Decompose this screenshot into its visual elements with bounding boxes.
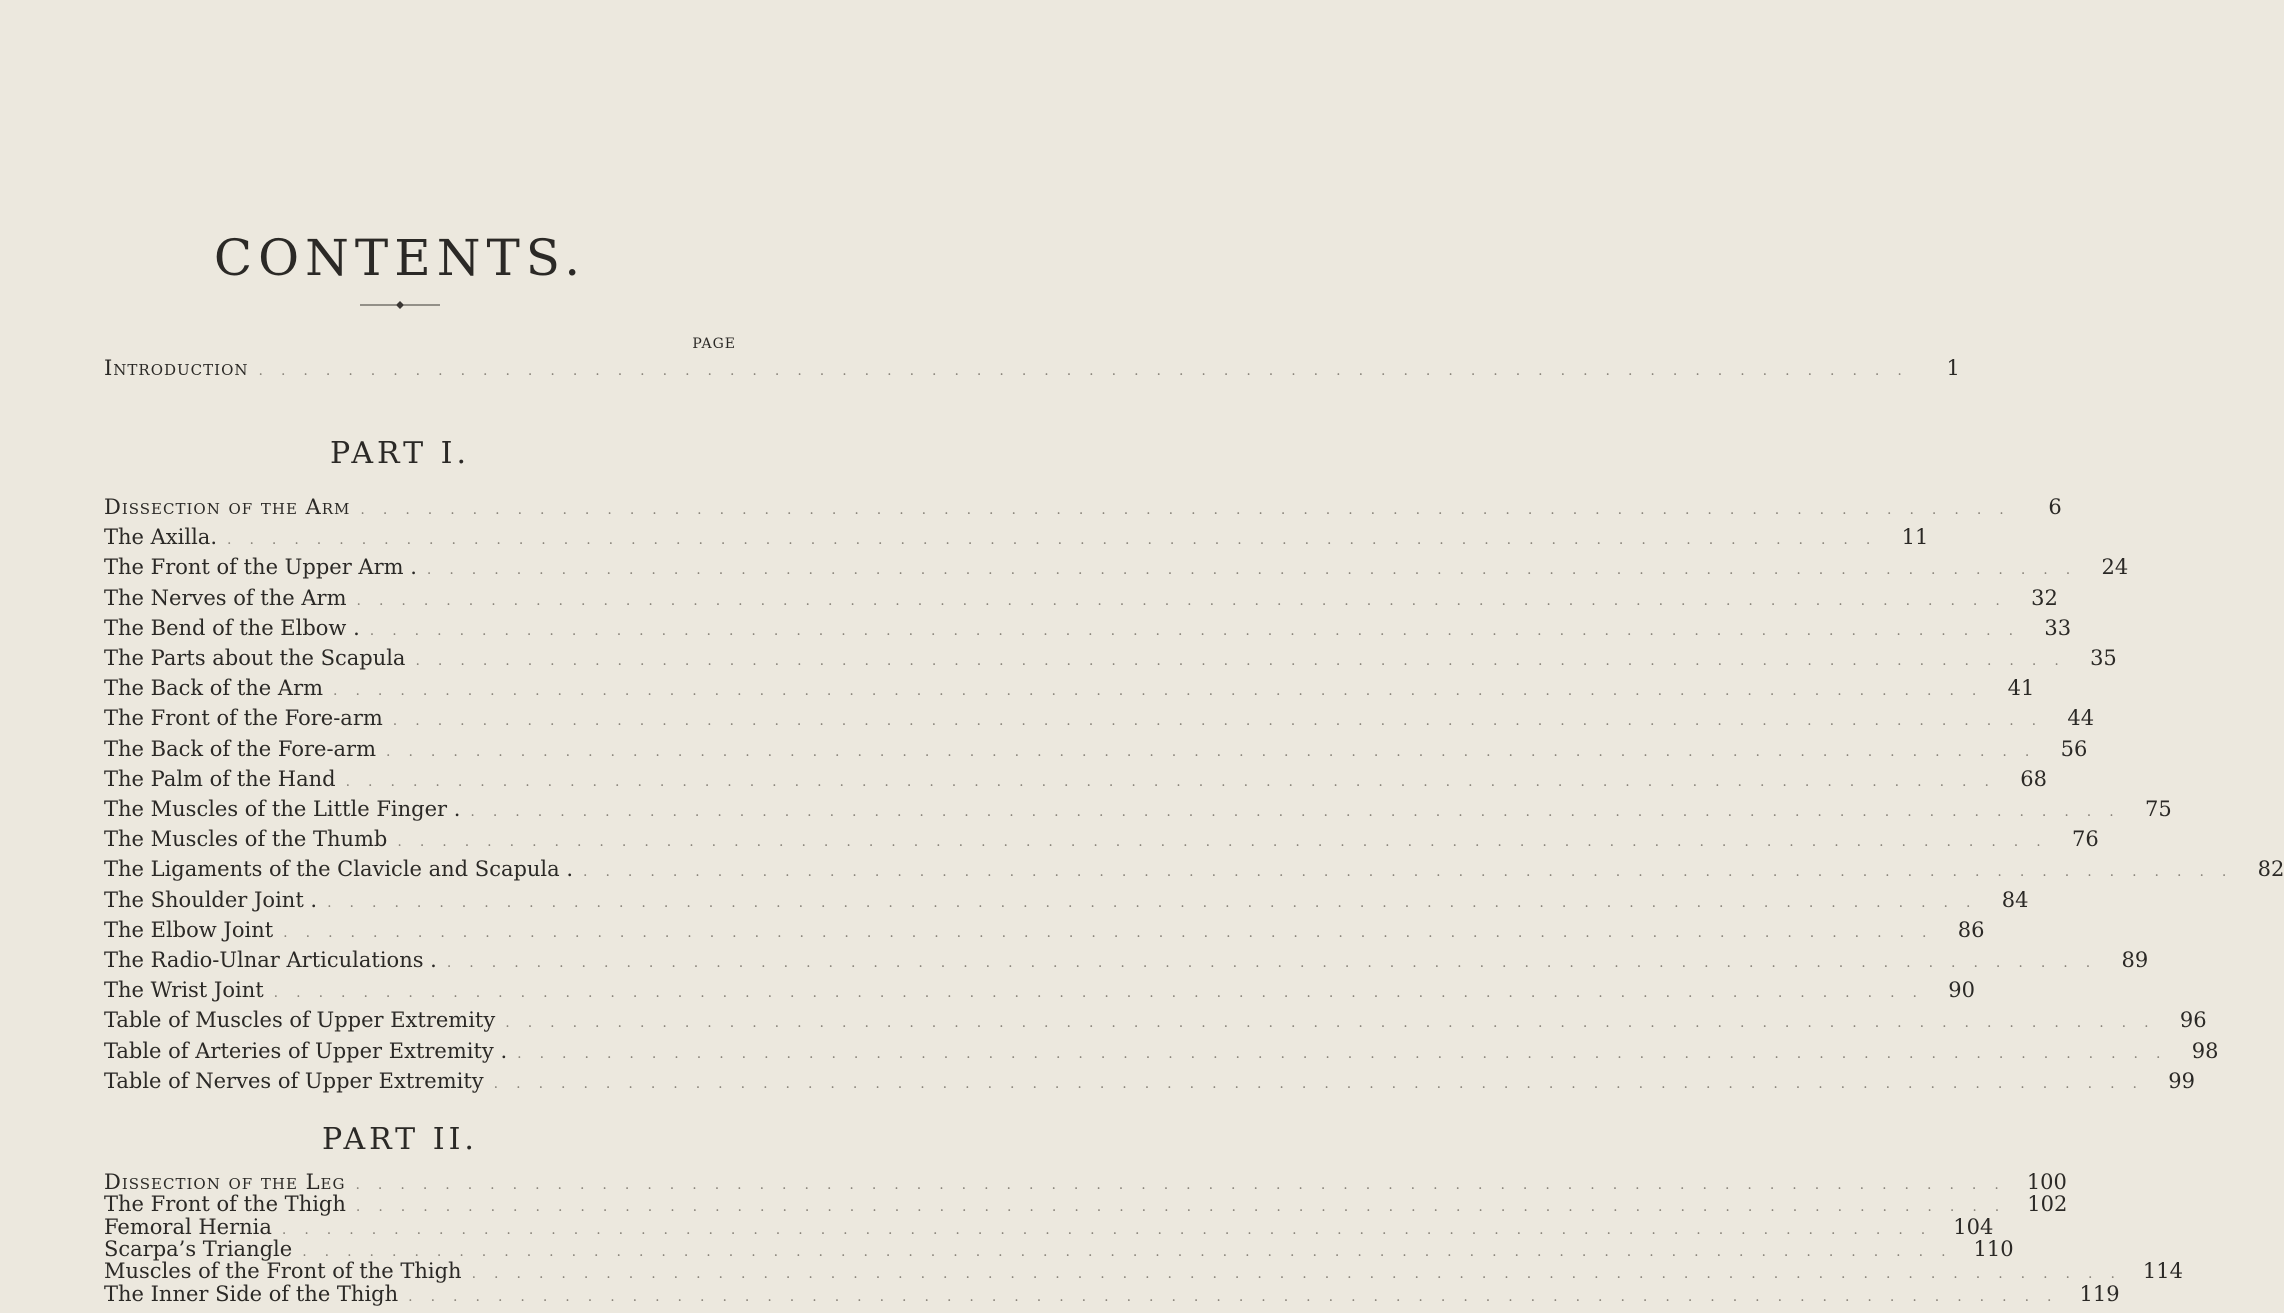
toc-entry	[104, 612, 2072, 644]
toc-entry	[104, 853, 2284, 885]
entry-page: 44	[2067, 706, 2095, 731]
toc-entry	[104, 642, 2117, 674]
leader-dots: ..........................................................................	[273, 985, 1935, 1002]
leader-dots: ..........................................................................	[505, 1015, 2167, 1032]
contents-title: CONTENTS.	[213, 229, 587, 287]
leader-dots: ..........................................................................	[355, 1177, 2017, 1193]
entry-label: The Ligaments of the Clavicle and Scapula .	[104, 857, 574, 882]
toc-entry	[104, 884, 2029, 916]
toc-entry	[104, 914, 1985, 946]
leader-dots: ..........................................................................	[355, 1199, 2018, 1216]
leader-dots: ..........................................................................	[517, 1045, 2179, 1062]
leader-dots: ..........................................................................	[470, 804, 2132, 820]
leader-dots: ..........................................................................	[446, 955, 2109, 971]
toc-entry	[104, 733, 2088, 765]
toc-entry	[104, 944, 2149, 976]
entry-label: The Front of the Upper Arm .	[104, 555, 417, 580]
entry-page: 24	[2101, 555, 2129, 580]
leader-dots: ..........................................................................	[333, 683, 1995, 700]
entry-page: 98	[2191, 1038, 2219, 1063]
entry-page: 96	[2179, 1008, 2207, 1033]
entry-label: The Back of the Arm	[104, 676, 324, 701]
entry-page: 82	[2257, 857, 2284, 882]
entry-page: 89	[2121, 948, 2149, 972]
leader-dots: ..........................................................................	[471, 1266, 2133, 1283]
entry-label: Table of Nerves of Upper Extremity	[104, 1068, 484, 1093]
entry-label: Table of Arteries of Upper Extremity .	[104, 1038, 508, 1063]
toc-entry	[104, 1065, 2195, 1097]
entry-page: 99	[2168, 1068, 2195, 1093]
entry-page: 110	[1973, 1236, 2014, 1261]
toc-entry	[104, 551, 2129, 583]
toc-entry	[104, 582, 2058, 614]
entry-page: 6	[2048, 495, 2062, 519]
entry-label: The Nerves of the Arm	[104, 585, 347, 610]
toc-entry	[104, 974, 1975, 1006]
page-column-heading: PAGE	[692, 336, 736, 352]
leader-dots: ..........................................................................	[392, 713, 2055, 730]
part-one-heading: PART I.	[329, 436, 471, 471]
entry-page: 76	[2071, 827, 2099, 852]
entry-page: 84	[2001, 887, 2029, 912]
entry-page: 90	[1948, 978, 1975, 1003]
entry-page: 32	[2031, 585, 2058, 610]
toc-entry	[104, 702, 2095, 734]
leader-dots: ..........................................................................	[493, 1075, 2155, 1092]
entry-label: The Wrist Joint	[104, 978, 264, 1003]
entry-label: The Bend of the Elbow .	[104, 615, 360, 640]
ornament-divider-icon	[340, 300, 460, 310]
leader-dots: ..........................................................................	[397, 834, 2059, 851]
leader-dots: ..........................................................................	[227, 532, 1889, 549]
toc-entry	[104, 672, 2035, 704]
entry-label: Introduction	[104, 356, 249, 380]
toc-entry	[104, 1004, 2207, 1036]
entry-label: Muscles of the Front of the Thigh	[104, 1259, 462, 1284]
entry-label: The Axilla.	[104, 525, 217, 550]
entry-label: Dissection of the Leg	[104, 1170, 346, 1194]
entry-page: 104	[1953, 1214, 1994, 1239]
toc-entry	[104, 823, 2099, 855]
entry-page: 35	[2090, 646, 2117, 670]
toc-entry	[104, 491, 2062, 523]
toc-entry-introduction	[104, 352, 1960, 384]
leader-dots: ..........................................................................	[408, 1288, 2070, 1305]
leader-dots: ..........................................................................	[386, 743, 2048, 760]
entry-label: The Parts about the Scapula	[104, 646, 406, 670]
entry-label: The Elbow Joint	[104, 917, 274, 942]
entry-label: The Back of the Fore-arm	[104, 736, 377, 761]
entry-page: 68	[2020, 766, 2047, 791]
entry-page: 119	[2079, 1281, 2120, 1306]
entry-page: 1	[1946, 356, 1960, 380]
toc-entry	[104, 763, 2047, 795]
entry-page: 41	[2007, 676, 2035, 701]
leader-dots: ..........................................................................	[281, 1221, 1944, 1238]
part-two-heading: PART II.	[322, 1122, 478, 1157]
entry-label: Femoral Hernia	[104, 1214, 272, 1239]
entry-label: Table of Muscles of Upper Extremity	[104, 1008, 496, 1033]
entry-label: The Shoulder Joint .	[104, 887, 318, 912]
leader-dots: ..........................................................................	[327, 894, 1989, 911]
entry-page: 100	[2026, 1170, 2067, 1194]
leader-dots: ..........................................................................	[369, 622, 2032, 639]
leader-dots: ..........................................................................	[283, 924, 1945, 941]
entry-label: The Muscles of the Thumb	[104, 827, 388, 852]
leader-dots: ..........................................................................	[302, 1243, 1964, 1260]
entry-label: The Radio-Ulnar Articulations .	[104, 948, 437, 972]
toc-entry	[104, 1035, 2219, 1067]
entry-page: 33	[2044, 615, 2072, 640]
leader-dots: ..........................................................................	[426, 562, 2089, 579]
leader-dots: ..........................................................................	[583, 864, 2245, 881]
entry-page: 75	[2144, 797, 2172, 821]
entry-label: The Muscles of the Little Finger .	[104, 797, 461, 821]
leader-dots: ..........................................................................	[345, 773, 2007, 790]
leader-dots: ..........................................................................	[360, 502, 2022, 518]
entry-page: 114	[2142, 1259, 2184, 1284]
toc-entry	[104, 793, 2172, 825]
entry-page: 86	[1957, 917, 1985, 942]
leader-dots: ..........................................................................	[415, 653, 2077, 669]
entry-page: 11	[1901, 525, 1929, 550]
leader-dots: ..........................................................................	[356, 592, 2018, 609]
leader-dots: ..........................................................................	[258, 363, 1920, 379]
entry-page: 56	[2060, 736, 2088, 761]
entry-label: The Palm of the Hand	[104, 766, 336, 791]
toc-entry	[104, 1278, 2120, 1310]
entry-label: The Inner Side of the Thigh	[104, 1281, 399, 1306]
entry-label: The Front of the Fore-arm	[104, 706, 383, 731]
entry-label: The Front of the Thigh	[104, 1192, 346, 1217]
entry-page: 102	[2027, 1192, 2068, 1217]
entry-label: Scarpa’s Triangle	[104, 1236, 293, 1261]
entry-label: Dissection of the Arm	[104, 495, 351, 519]
toc-entry	[104, 521, 1929, 553]
